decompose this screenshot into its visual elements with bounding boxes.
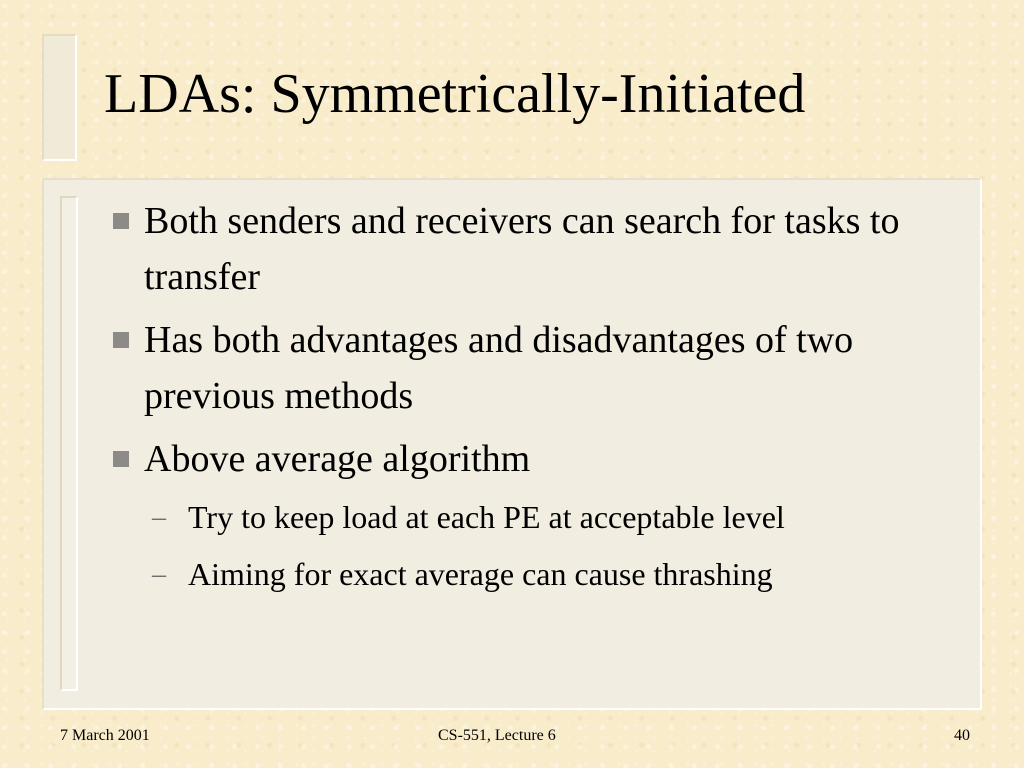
bullet-item <box>105 193 935 305</box>
dash-bullet-icon: – <box>152 502 166 533</box>
footer-page-number: 40 <box>954 727 970 744</box>
slide-title: LDAs: Symmetrically-Initiated <box>104 63 806 125</box>
square-bullet-icon <box>113 451 129 467</box>
sub-bullet-item <box>144 546 935 603</box>
bullet-text: Has both advantages and disadvantages of two previous methods <box>144 319 854 417</box>
sub-bullet-list <box>144 489 935 603</box>
bullet-text: Above average algorithm <box>144 438 531 480</box>
dash-bullet-icon: – <box>152 559 166 590</box>
bullet-item <box>105 431 935 603</box>
square-bullet-icon <box>113 213 129 229</box>
title-accent-bar <box>42 34 77 161</box>
bullet-text: Both senders and receivers can search for tasks to transfer <box>144 200 900 298</box>
footer-date: 7 March 2001 <box>60 727 150 744</box>
sub-bullet-item <box>144 489 935 546</box>
footer-course: CS-551, Lecture 6 <box>438 727 556 744</box>
square-bullet-icon <box>113 332 129 348</box>
bullet-list <box>105 193 935 610</box>
sub-bullet-text: Try to keep load at each PE at acceptable level <box>188 499 785 535</box>
sub-bullet-text: Aiming for exact average can cause thrashing <box>188 556 773 592</box>
content-accent-bar <box>60 196 78 691</box>
bullet-item <box>105 312 935 424</box>
